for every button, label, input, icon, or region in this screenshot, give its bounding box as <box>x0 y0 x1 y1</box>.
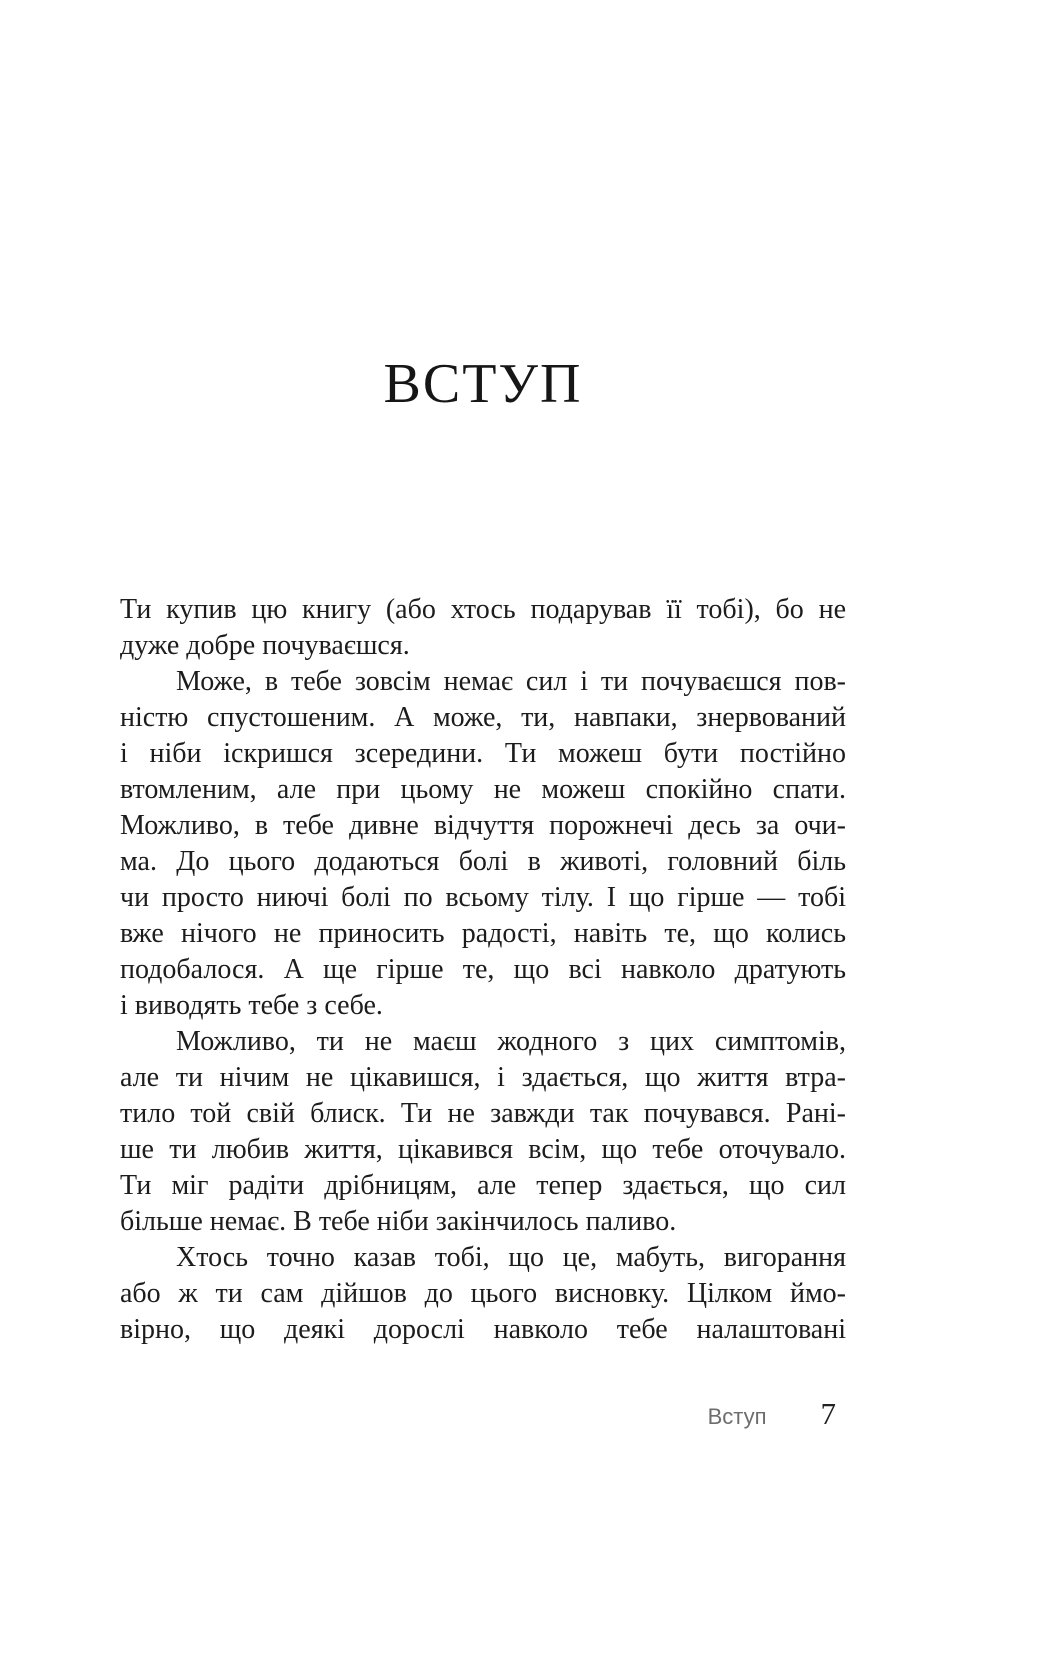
text-line: більше немає. В тебе ніби закінчилось паливо. <box>120 1206 677 1237</box>
running-title: Вступ <box>707 1404 767 1429</box>
text-line: Ти купив цю книгу (або хтось подарував її тобі), бо не <box>120 594 846 625</box>
body-text <box>120 592 846 1348</box>
text-line: ма. До цього додаються болі в животі, головний біль <box>120 846 846 877</box>
text-line: і виводять тебе з себе. <box>120 990 383 1021</box>
text-line: Може, в тебе зовсім немає сил і ти почуваєшся пов- <box>176 666 846 697</box>
text-line: подобалося. А ще гірше те, що всі навколо дратують <box>120 954 846 985</box>
text-line: втомленим, але при цьому не можеш спокійно спати. <box>120 774 846 805</box>
page-footer <box>120 1396 846 1432</box>
text-line: вже нічого не приносить радості, навіть те, що колись <box>120 918 846 949</box>
text-line: або ж ти сам дійшов до цього висновку. Цілком ймо- <box>120 1278 846 1309</box>
paragraph <box>120 1024 846 1240</box>
text-line: тило той свій блиск. Ти не завжди так почувався. Рані- <box>120 1098 846 1129</box>
text-line: і ніби іскришся зсередини. Ти можеш бути постійно <box>120 738 846 769</box>
text-line: дуже добре почуваєшся. <box>120 630 410 661</box>
text-line: ністю спустошеним. А може, ти, навпаки, знервований <box>120 702 846 733</box>
text-line: Ти міг радіти дрібницям, але тепер здається, що сил <box>120 1170 846 1201</box>
text-line: Можливо, в тебе дивне відчуття порожнечі десь за очи- <box>120 810 846 841</box>
text-line: вірно, що деякі дорослі навколо тебе налаштовані <box>120 1314 846 1345</box>
text-line: Можливо, ти не маєш жодного з цих симптомів, <box>176 1026 846 1057</box>
text-line: але ти нічим не цікавишся, і здається, що життя втра- <box>120 1062 846 1093</box>
chapter-title: ВСТУП <box>383 353 583 415</box>
text-line: чи просто ниючі болі по всьому тілу. І що гірше — тобі <box>120 882 846 913</box>
text-line: ше ти любив життя, цікавився всім, що тебе оточувало. <box>120 1134 846 1165</box>
page-number: 7 <box>820 1396 836 1431</box>
paragraph <box>120 664 846 1024</box>
text-line: Хтось точно казав тобі, що це, мабуть, вигорання <box>176 1242 846 1273</box>
paragraph <box>120 592 846 664</box>
paragraph <box>120 1240 846 1348</box>
